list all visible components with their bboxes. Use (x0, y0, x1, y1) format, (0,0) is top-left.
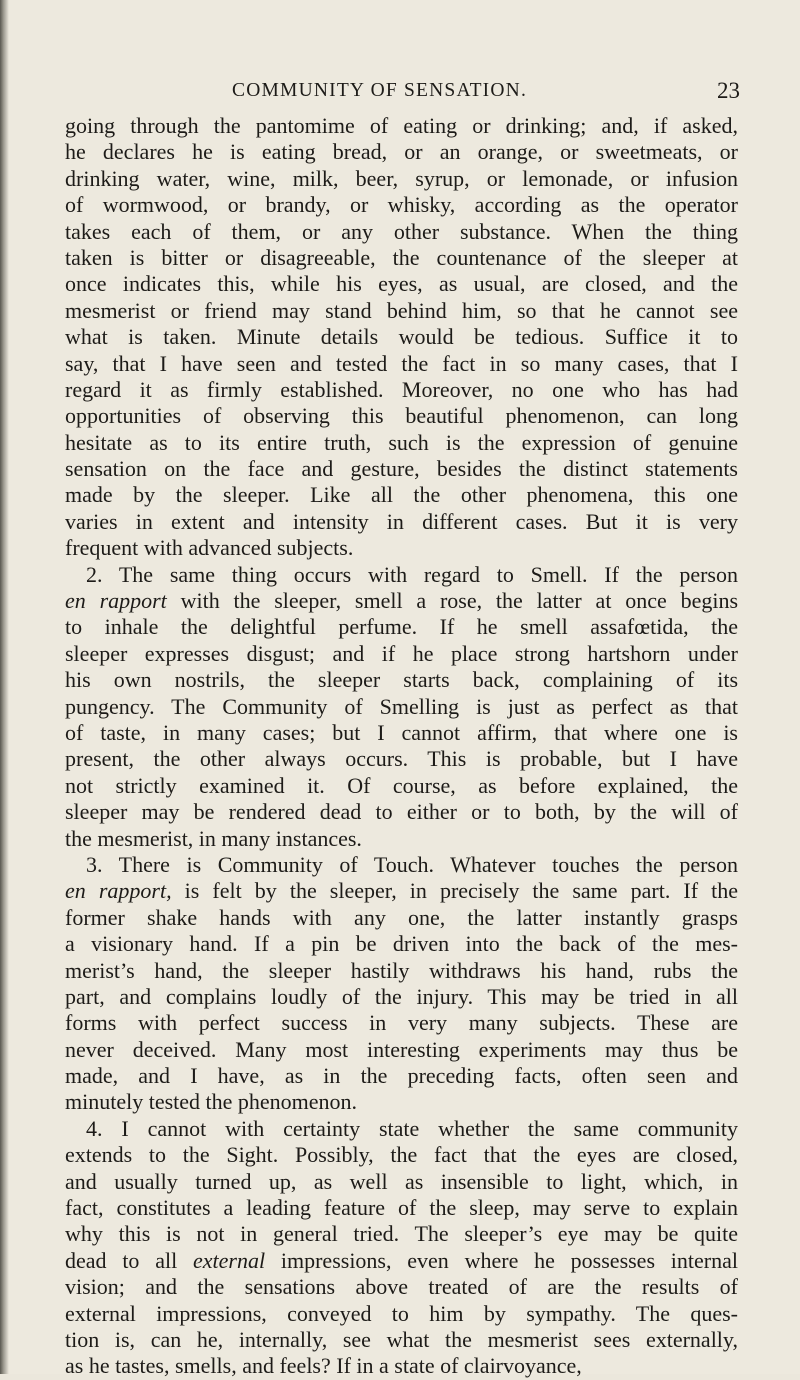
text-line: a visionary hand. If a pin be driven into the back of the mes- (65, 931, 738, 957)
binding-shadow (0, 0, 9, 1374)
text-line: extends to the Sight. Possibly, the fact that the eyes are closed, (65, 1142, 738, 1168)
text-line: his own nostrils, the sleeper starts back, complaining of its (65, 667, 738, 693)
paragraph-2-start: 2. The same thing occurs with regard to Smell. If the person (86, 561, 738, 587)
text-line: never deceived. Many most interesting experiments may thus be (65, 1036, 738, 1062)
paragraph-4-start: 4. I cannot with certainty state whether the same community (86, 1115, 738, 1141)
text-line: sensation on the face and gesture, besides the distinct statements (65, 456, 738, 482)
text-line: made by the sleeper. Like all the other phenomena, this one (65, 482, 738, 508)
text-line: going through the pantomime of eating or drinking; and, if asked, (65, 113, 738, 138)
text-line: merist’s hand, the sleeper hastily withdraws his hand, rubs the (65, 957, 738, 983)
text-line-italic: dead to all external impressions, even where he possesses internal (65, 1247, 738, 1273)
text-line: why this is not in general tried. The sleeper’s eye may be quite (65, 1221, 738, 1247)
text-line: takes each of them, or any other substance. When the thing (65, 218, 738, 244)
text-line: tion is, can he, internally, see what the mesmerist sees externally, (65, 1326, 738, 1352)
text-line: part, and complains loudly of the injury. This may be tried in all (65, 983, 738, 1009)
text-line: as he tastes, smells, and feels? If in a state of clairvoyance, (65, 1353, 582, 1379)
text-line: of taste, in many cases; but I cannot affirm, that where one is (65, 719, 738, 745)
text-line: the mesmerist, in many instances. (65, 825, 362, 851)
text-line: say, that I have seen and tested the fact in so many cases, that I (65, 350, 738, 376)
text-line: frequent with advanced subjects. (65, 535, 354, 561)
text-line: sleeper may be rendered dead to either or to both, by the will of (65, 799, 738, 825)
text-line: what is taken. Minute details would be tedious. Suffice it to (65, 324, 738, 350)
text-line: fact, constitutes a leading feature of the sleep, may serve to explain (65, 1195, 738, 1221)
text-line: not strictly examined it. Of course, as before explained, the (65, 772, 738, 798)
text-line-italic: en rapport, is felt by the sleeper, in precisely the same part. If the (65, 878, 738, 904)
italic-phrase: en rapport, (65, 878, 172, 904)
text-line: of wormwood, or brandy, or whisky, according as the operator (65, 192, 738, 218)
italic-phrase: en rapport (65, 588, 167, 614)
text-line: forms with perfect success in very many subjects. These are (65, 1010, 738, 1036)
text-line: hesitate as to its entire truth, such is the expression of genuine (65, 429, 738, 455)
text-line: mesmerist or friend may stand behind him, so that he cannot see (65, 297, 738, 323)
text-line: he declares he is eating bread, or an orange, or sweetmeats, or (65, 139, 738, 165)
text-line: external impressions, conveyed to him by sympathy. The ques- (65, 1300, 738, 1326)
text-line: once indicates this, while his eyes, as usual, are closed, and the (65, 271, 738, 297)
text-line: pungency. The Community of Smelling is just as perfect as that (65, 693, 738, 719)
text-line-italic: en rapport with the sleeper, smell a rose, the latter at once begins (65, 588, 739, 614)
text-line: minutely tested the phenomenon. (65, 1089, 358, 1115)
text-line: former shake hands with any one, the latter instantly grasps (65, 904, 738, 930)
italic-word: external (193, 1247, 266, 1273)
text-line: taken is bitter or disagreeable, the countenance of the sleeper at (65, 244, 738, 270)
text-line: opportunities of observing this beautiful phenomenon, can long (65, 403, 738, 429)
body-text (65, 113, 738, 1380)
text-line: vision; and the sensations above treated of are the results of (65, 1274, 738, 1300)
text-line: to inhale the delightful perfume. If he smell assafœtida, the (65, 614, 738, 640)
text-line: drinking water, wine, milk, beer, syrup, or lemonade, or infusion (65, 165, 738, 191)
text-line: regard it as firmly established. Moreover, no one who has had (65, 376, 738, 402)
text-line: and usually turned up, as well as insensible to light, which, in (65, 1168, 738, 1194)
text-line: present, the other always occurs. This is probable, but I have (65, 746, 738, 772)
running-title: COMMUNITY OF SENSATION. (232, 80, 528, 101)
paragraph-3-start: 3. There is Community of Touch. Whatever touches the person (86, 851, 738, 877)
text-line: sleeper expresses disgust; and if he place strong hartshorn under (65, 640, 738, 666)
text-line: varies in extent and intensity in different cases. But it is very (65, 508, 738, 534)
page-number: 23 (717, 78, 740, 103)
text-line: made, and I have, as in the preceding facts, often seen and (65, 1063, 738, 1089)
